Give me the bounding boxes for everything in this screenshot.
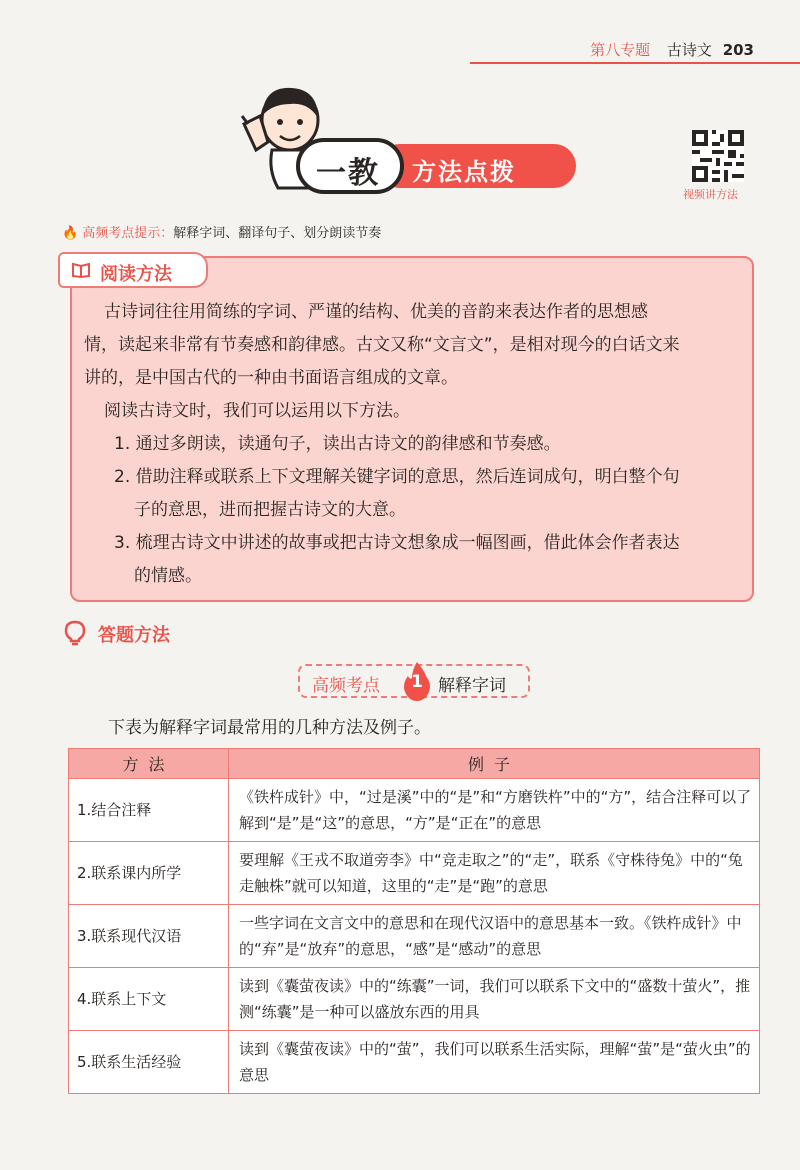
reading-item-3-cont: 的情感。 (134, 566, 202, 586)
table-row (69, 842, 760, 905)
banner-badge-text: 一教 (316, 156, 380, 191)
method-cell: 5.联系生活经验 (69, 1031, 229, 1094)
reading-paragraph-3: 讲的，是中国古代的一种由书面语言组成的文章。 (84, 368, 458, 388)
section-banner (296, 138, 576, 194)
reading-paragraph-1: 古诗词往往用简练的字词、严谨的结构、优美的音韵来表达作者的思想感 (104, 302, 648, 322)
header-example: 例子 (229, 749, 760, 779)
page-header (470, 36, 800, 64)
header-method: 方法 (69, 749, 229, 779)
reading-item-2: 2. 借助注释或联系上下文理解关键字词的意思，然后连词成句，明白整个句 (114, 467, 680, 487)
example-cell: 要理解《王戎不取道旁李》中“竞走取之”的“走”，联系《守株待兔》中的“兔走触株”就可以知道，这里的“走”是“跑”的意思 (229, 842, 760, 905)
method-cell: 3.联系现代汉语 (69, 905, 229, 968)
banner-title-pill (378, 144, 576, 188)
methods-table (68, 748, 760, 1094)
reading-item-3: 3. 梳理古诗文中讲述的故事或把古诗文想象成一幅图画，借此体会作者表达 (114, 533, 680, 553)
hint-label: 高频考点提示： (82, 226, 174, 241)
reading-item-1: 1. 通过多朗读，读通句子，读出古诗文的韵律感和节奏感。 (114, 434, 561, 454)
key-point-number: 1 (411, 672, 423, 692)
qr-code-icon[interactable] (692, 130, 744, 182)
method-cell: 2.联系课内所学 (69, 842, 229, 905)
table-row (69, 779, 760, 842)
page-number: 203 (722, 41, 754, 59)
table-intro: 下表为解释字词最常用的几种方法及例子。 (108, 718, 431, 738)
hint-text: 解释字词、翻译句子、划分朗读节奏 (173, 226, 382, 241)
answer-method-title: 答题方法 (98, 625, 170, 646)
reading-paragraph-4: 阅读古诗文时，我们可以运用以下方法。 (104, 401, 410, 421)
key-point-prefix: 高频考点 (312, 676, 380, 696)
table-header-row (69, 749, 760, 779)
book-icon (72, 262, 90, 278)
example-cell: 读到《囊萤夜读》中的“练囊”一词，我们可以联系下文中的“盛数十萤火”，推测“练囊”是一种可以盛放东西的用具 (229, 968, 760, 1031)
example-cell: 读到《囊萤夜读》中的“萤”，我们可以联系生活实际，理解“萤”是“萤火虫”的意思 (229, 1031, 760, 1094)
reading-item-2-cont: 子的意思，进而把握古诗文的大意。 (134, 500, 406, 520)
key-point-label (298, 664, 530, 698)
method-cell: 4.联系上下文 (69, 968, 229, 1031)
topic-label: 古诗文 (666, 41, 712, 59)
key-point-flame-badge (402, 660, 432, 702)
flame-icon: 🔥 (62, 226, 79, 241)
example-cell: 《铁杵成针》中，“过是溪”中的“是”和“方磨铁杵”中的“方”，结合注释可以了解到“是”是“这”的意思，“方”是“正在”的意思 (229, 779, 760, 842)
reading-method-title: 阅读方法 (100, 264, 172, 285)
lightbulb-icon (64, 620, 86, 646)
qr-label: 视频讲方法 (683, 188, 738, 201)
banner-title: 方法点拨 (412, 158, 516, 186)
unit-label: 第八专题 (590, 41, 651, 59)
key-point-title: 解释字词 (438, 676, 506, 696)
example-cell: 一些字词在文言文中的意思和在现代汉语中的意思基本一致。《铁杵成针》中的“弃”是“放弃”的意思，“感”是“感动”的意思 (229, 905, 760, 968)
method-cell: 1.结合注释 (69, 779, 229, 842)
hint-line (62, 222, 381, 241)
table-row (69, 1031, 760, 1094)
reading-paragraph-2: 情，读起来非常有节奏感和韵律感。古文又称“文言文”，是相对现今的白话文来 (84, 335, 680, 355)
reading-method-tab (58, 252, 208, 288)
table-row (69, 968, 760, 1031)
banner-badge (296, 138, 404, 194)
table-row (69, 905, 760, 968)
